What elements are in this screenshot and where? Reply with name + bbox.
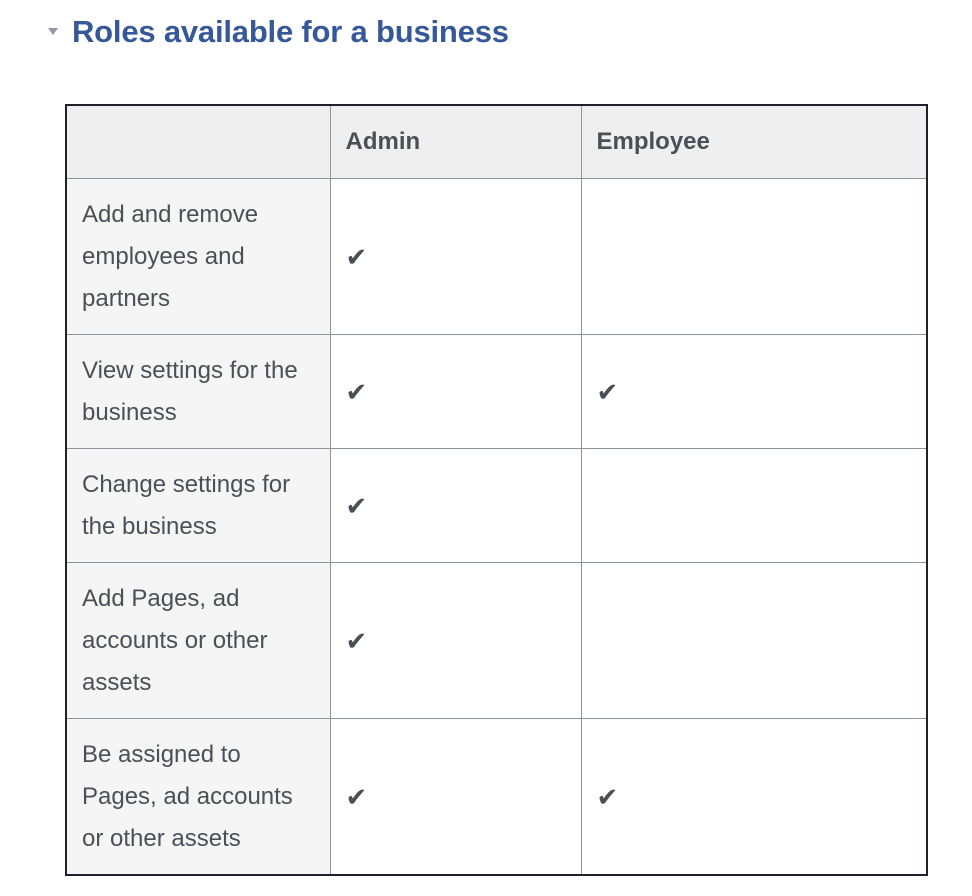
header-admin: Admin <box>330 105 581 179</box>
table-row <box>66 335 927 449</box>
admin-checkmark-icon: ✔ <box>330 335 581 449</box>
employee-checkmark-icon: ✔ <box>581 719 927 876</box>
permission-label: Add Pages, ad accounts or other assets <box>66 563 330 719</box>
employee-checkmark-icon: ✔ <box>581 335 927 449</box>
table-row <box>66 563 927 719</box>
roles-table <box>65 104 928 876</box>
permission-label: Add and remove employees and partners <box>66 179 330 335</box>
permission-label: View settings for the business <box>66 335 330 449</box>
table-row <box>66 179 927 335</box>
admin-checkmark-icon: ✔ <box>330 449 581 563</box>
employee-permission-cell <box>581 449 927 563</box>
header-employee: Employee <box>581 105 927 179</box>
admin-checkmark-icon: ✔ <box>330 179 581 335</box>
section-header-toggle[interactable] <box>48 10 509 54</box>
employee-permission-cell <box>581 563 927 719</box>
table-row <box>66 719 927 876</box>
section-title: Roles available for a business <box>72 14 509 49</box>
employee-permission-cell <box>581 179 927 335</box>
table-row <box>66 449 927 563</box>
admin-checkmark-icon: ✔ <box>330 563 581 719</box>
table-header-row <box>66 105 927 179</box>
permission-label: Be assigned to Pages, ad accounts or other assets <box>66 719 330 876</box>
collapse-arrow-icon[interactable] <box>48 28 58 35</box>
header-feature <box>66 105 330 179</box>
admin-checkmark-icon: ✔ <box>330 719 581 876</box>
permission-label: Change settings for the business <box>66 449 330 563</box>
